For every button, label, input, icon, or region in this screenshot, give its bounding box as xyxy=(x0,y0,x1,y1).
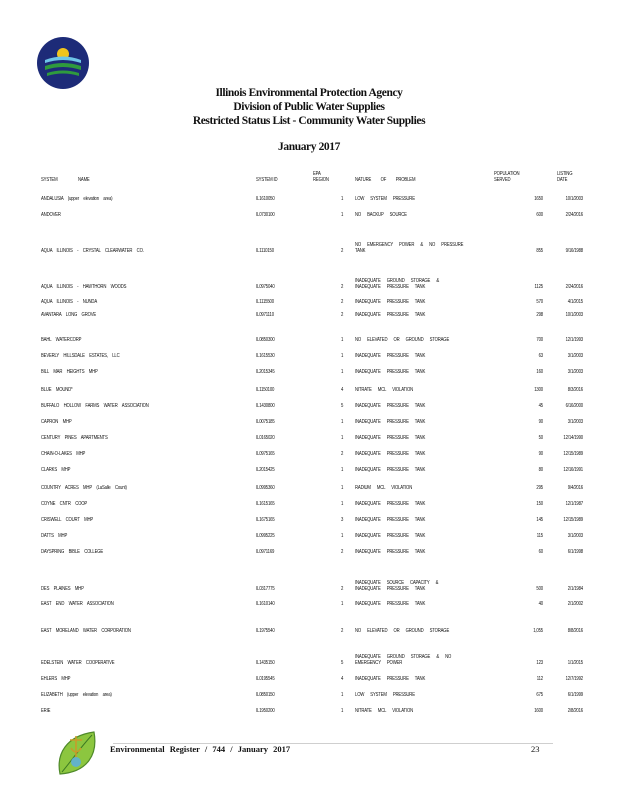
epa-region: 3 xyxy=(341,517,344,523)
table-row xyxy=(0,220,618,256)
page-number: 23 xyxy=(531,744,540,754)
population-served: 1300 xyxy=(534,387,543,393)
system-id: IL0850150 xyxy=(256,692,275,698)
listing-date: 3/1/2003 xyxy=(567,419,583,425)
listing-date: 12/14/1990 xyxy=(563,435,583,441)
listing-date: 9/16/1988 xyxy=(565,248,583,254)
epa-region: 1 xyxy=(341,708,344,714)
population-served: 160 xyxy=(536,369,543,375)
system-name: CHAIN-O-LAKES MHP xyxy=(41,451,86,457)
system-name: DAYSPRING BIBLE COLLEGE xyxy=(41,549,104,555)
system-id: IL1615530 xyxy=(256,353,275,359)
nature-of-problem: INADEQUATE PRESSURE TANK xyxy=(355,435,426,441)
listing-date: 12/15/1989 xyxy=(563,451,583,457)
system-name: CAPRON MHP xyxy=(41,419,72,425)
nature-of-problem: INADEQUATE GROUND STORAGE & NO EMERGENCY POWER xyxy=(355,654,452,666)
population-served: 60 xyxy=(538,549,543,555)
nature-of-problem: LOW SYSTEM PRESSURE xyxy=(355,692,415,698)
listing-date: 10/1/2003 xyxy=(565,312,583,318)
nature-of-problem: NO ELEVATED OR GROUND STORAGE xyxy=(355,628,450,634)
table-row xyxy=(0,256,618,292)
system-name: EAST MORELAND WATER CORPORATION xyxy=(41,628,131,634)
listing-date: 1/1/2015 xyxy=(567,660,583,666)
table-row xyxy=(0,204,618,220)
population-served: 145 xyxy=(536,517,543,523)
epa-region: 5 xyxy=(341,660,344,666)
epa-region: 1 xyxy=(341,692,344,698)
listing-date: 6/1/1998 xyxy=(567,549,583,555)
system-id: IL1675165 xyxy=(256,517,275,523)
table-row xyxy=(0,292,618,307)
col-header-population: POPULATION SERVED xyxy=(494,171,520,183)
nature-of-problem: INADEQUATE PRESSURE TANK xyxy=(355,403,426,409)
system-name: BUFFALO HOLLOW FARMS WATER ASSOCIATION xyxy=(41,403,149,409)
system-name: COUNTRY ACRES MHP (LaSalle Count) xyxy=(41,485,127,491)
nature-of-problem: INADEQUATE PRESSURE TANK xyxy=(355,299,426,305)
system-name: ERIE xyxy=(41,708,51,714)
population-served: 63 xyxy=(538,353,543,359)
epa-region: 1 xyxy=(341,212,344,218)
listing-date: 10/1/2003 xyxy=(565,196,583,202)
nature-of-problem: INADEQUATE PRESSURE TANK xyxy=(355,549,426,555)
system-name: AQUA ILLINOIS - HAWTHORN WOODS xyxy=(41,284,127,290)
epa-region: 1 xyxy=(341,196,344,202)
table-row xyxy=(0,475,618,493)
table-row xyxy=(0,377,618,395)
system-name: CRISWELL COURT MHP xyxy=(41,517,94,523)
epa-region: 1 xyxy=(341,337,344,343)
epa-region: 2 xyxy=(341,628,344,634)
system-id: IL1115500 xyxy=(256,299,274,305)
nature-of-problem: INADEQUATE PRESSURE TANK xyxy=(355,517,426,523)
listing-date: 6/16/2000 xyxy=(565,403,583,409)
table-row xyxy=(0,594,618,609)
epa-region: 1 xyxy=(341,353,344,359)
epa-region: 1 xyxy=(341,485,344,491)
system-id: IL0971169 xyxy=(256,549,275,555)
system-id: IL0195545 xyxy=(256,676,275,682)
nature-of-problem: INADEQUATE SOURCE CAPACITY & INADEQUATE PRESSURE TANK xyxy=(355,580,439,592)
listing-date: 12/1/1987 xyxy=(565,501,583,507)
listing-date: 3/1/2003 xyxy=(567,533,583,539)
listing-date: 4/1/2015 xyxy=(567,299,583,305)
system-name: AQUA ILLINOIS - CRYSTAL CLEARWATER CO. xyxy=(41,248,144,254)
table-row xyxy=(0,684,618,700)
system-id: IL1150100 xyxy=(256,387,275,393)
system-name: ANDOVER xyxy=(41,212,61,218)
epa-region: 2 xyxy=(341,312,344,318)
system-id: IL0075185 xyxy=(256,419,275,425)
epa-region: 1 xyxy=(341,419,344,425)
col-header-epa-region: EPA REGION xyxy=(313,171,329,183)
system-id: IL0975040 xyxy=(256,284,275,290)
system-id: IL0730100 xyxy=(256,212,275,218)
nature-of-problem: INADEQUATE PRESSURE TANK xyxy=(355,419,426,425)
system-name: BAHL WATERCORP xyxy=(41,337,82,343)
epa-region: 4 xyxy=(341,676,344,682)
report-date: January 2017 xyxy=(278,141,340,153)
epa-region: 5 xyxy=(341,403,344,409)
system-name: DES PLAINES MHP xyxy=(41,586,84,592)
table-row xyxy=(0,307,618,320)
table-row xyxy=(0,395,618,411)
system-name: EAST END WATER ASSOCIATION xyxy=(41,601,114,607)
population-served: 123 xyxy=(536,660,543,666)
population-served: 150 xyxy=(536,501,543,507)
system-id: IL1610140 xyxy=(256,601,275,607)
table-row xyxy=(0,700,618,716)
table-row xyxy=(0,427,618,443)
document-title-block xyxy=(0,86,618,128)
epa-region: 2 xyxy=(341,586,344,592)
system-id: IL1950200 xyxy=(256,708,275,714)
nature-of-problem: INADEQUATE GROUND STORAGE & INADEQUATE PRESSURE TANK xyxy=(355,278,440,290)
nature-of-problem: NO ELEVATED OR GROUND STORAGE xyxy=(355,337,450,343)
nature-of-problem: INADEQUATE PRESSURE TANK xyxy=(355,353,426,359)
system-id: IL2015345 xyxy=(256,369,275,375)
nature-of-problem: NITRATE MCL VIOLATION xyxy=(355,387,414,393)
population-served: 298 xyxy=(536,312,543,318)
listing-date: 12/1/1993 xyxy=(565,337,583,343)
listing-date: 3/1/2003 xyxy=(567,369,583,375)
nature-of-problem: INADEQUATE PRESSURE TANK xyxy=(355,533,426,539)
nature-of-problem: INADEQUATE PRESSURE TANK xyxy=(355,312,426,318)
population-served: 295 xyxy=(536,485,543,491)
listing-date: 2/1/1984 xyxy=(567,586,583,592)
system-id: IL0971110 xyxy=(256,312,274,318)
col-header-nature: NATURE OF PROBLEM xyxy=(355,177,416,183)
col-header-system-id: SYSTEM ID xyxy=(256,177,278,183)
population-served: 1600 xyxy=(534,708,543,714)
system-name: AVANTARA LONG GROVE xyxy=(41,312,97,318)
listing-date: 12/15/1989 xyxy=(563,517,583,523)
population-served: 700 xyxy=(536,337,543,343)
system-name: CENTURY PINES APARTMENTS xyxy=(41,435,108,441)
nature-of-problem: LOW SYSTEM PRESSURE xyxy=(355,196,415,202)
nature-of-problem: INADEQUATE PRESSURE TANK xyxy=(355,451,426,457)
table-row xyxy=(0,320,618,345)
table-row xyxy=(0,541,618,557)
system-name: EDELSTEIN WATER COOPERATIVE xyxy=(41,660,115,666)
table-row xyxy=(0,509,618,525)
epa-region: 1 xyxy=(341,369,344,375)
epa-region: 2 xyxy=(341,284,344,290)
epa-region: 1 xyxy=(341,601,344,607)
system-id: IL0975165 xyxy=(256,451,275,457)
system-id: IL1110150 xyxy=(256,248,274,254)
table-row xyxy=(0,191,618,204)
system-id: IL2015425 xyxy=(256,467,275,473)
epa-region: 1 xyxy=(341,435,344,441)
nature-of-problem: INADEQUATE PRESSURE TANK xyxy=(355,501,426,507)
listing-date: 2/1/2002 xyxy=(567,601,583,607)
system-id: IL0317775 xyxy=(256,586,275,592)
population-served: 1125 xyxy=(534,284,543,290)
system-id: IL1615165 xyxy=(256,501,275,507)
system-name: AQUA ILLINOIS - NUNDA xyxy=(41,299,97,305)
list-title: Restricted Status List - Community Water Supplies xyxy=(192,115,426,127)
nature-of-problem: NO EMERGENCY POWER & NO PRESSURE TANK xyxy=(355,242,464,254)
listing-date: 3/1/2003 xyxy=(567,353,583,359)
table-row xyxy=(0,345,618,361)
population-served: 50 xyxy=(538,435,543,441)
population-served: 80 xyxy=(538,467,543,473)
nature-of-problem: INADEQUATE PRESSURE TANK xyxy=(355,369,426,375)
population-served: 855 xyxy=(536,248,543,254)
epa-region: 2 xyxy=(341,299,344,305)
environmental-register-leaf-logo xyxy=(54,728,102,780)
epa-region: 1 xyxy=(341,533,344,539)
table-row xyxy=(0,557,618,594)
illinois-epa-logo xyxy=(37,37,89,89)
table-row xyxy=(0,636,618,668)
system-id: IL0850300 xyxy=(256,337,275,343)
population-served: 112 xyxy=(536,676,543,682)
population-served: 40 xyxy=(538,601,543,607)
system-id: IL0995225 xyxy=(256,533,275,539)
population-served: 90 xyxy=(538,451,543,457)
system-name: COYNE CNTR COOP xyxy=(41,501,88,507)
population-served: 570 xyxy=(536,299,543,305)
system-id: IL1435150 xyxy=(256,660,275,666)
listing-date: 8/8/2016 xyxy=(567,628,583,634)
table-row xyxy=(0,668,618,684)
nature-of-problem: INADEQUATE PRESSURE TANK xyxy=(355,676,426,682)
system-id: IL0165020 xyxy=(256,435,275,441)
population-served: 600 xyxy=(536,212,543,218)
nature-of-problem: NITRATE MCL VIOLATION xyxy=(355,708,414,714)
epa-region: 1 xyxy=(341,501,344,507)
system-name: ANDALUSIA (upper elevation area) xyxy=(41,196,113,202)
system-name: BEVERLY HILLSDALE ESTATES, LLC xyxy=(41,353,120,359)
system-name: CLARKS MHP xyxy=(41,467,71,473)
epa-region: 1 xyxy=(341,467,344,473)
table-row xyxy=(0,459,618,475)
listing-date: 2/24/2016 xyxy=(565,284,583,290)
system-id: IL1430800 xyxy=(256,403,275,409)
nature-of-problem: INADEQUATE PRESSURE TANK xyxy=(355,601,426,607)
agency-title: Illinois Environmental Protection Agency xyxy=(215,87,403,99)
epa-region: 2 xyxy=(341,549,344,555)
table-row xyxy=(0,525,618,541)
listing-date: 12/7/1992 xyxy=(565,676,583,682)
population-served: 500 xyxy=(536,586,543,592)
listing-date: 8/3/2016 xyxy=(567,387,583,393)
population-served: 1650 xyxy=(534,196,543,202)
nature-of-problem: INADEQUATE PRESSURE TANK xyxy=(355,467,426,473)
system-name: BLUE MOUND* xyxy=(41,387,73,393)
listing-date: 9/4/2016 xyxy=(567,485,583,491)
listing-date: 2/24/2016 xyxy=(565,212,583,218)
table-row xyxy=(0,411,618,427)
system-name: DATTS MHP xyxy=(41,533,68,539)
population-served: 45 xyxy=(538,403,543,409)
population-served: 675 xyxy=(536,692,543,698)
nature-of-problem: NO BACKUP SOURCE xyxy=(355,212,407,218)
table-row xyxy=(0,493,618,509)
system-name: ELIZABETH (upper elevation area) xyxy=(41,692,112,698)
division-title: Division of Public Water Supplies xyxy=(233,101,385,113)
table-row xyxy=(0,609,618,636)
listing-date: 6/1/1999 xyxy=(567,692,583,698)
listing-date: 12/16/1991 xyxy=(563,467,583,473)
population-served: 115 xyxy=(536,533,543,539)
system-name: EHLERS MHP xyxy=(41,676,71,682)
footer-publication: Environmental Register / 744 / January 2017 xyxy=(110,744,291,754)
system-name: BILL MAR HEIGHTS MHP xyxy=(41,369,98,375)
population-served: 1,055 xyxy=(533,628,543,634)
table-row xyxy=(0,361,618,377)
col-header-name: NAME xyxy=(78,177,90,183)
system-id: IL1610050 xyxy=(256,196,275,202)
system-id: IL1975540 xyxy=(256,628,275,634)
col-header-system: SYSTEM xyxy=(41,177,58,183)
epa-region: 2 xyxy=(341,248,344,254)
epa-region: 2 xyxy=(341,451,344,457)
population-served: 90 xyxy=(538,419,543,425)
listing-date: 2/8/2016 xyxy=(567,708,583,714)
system-id: IL0995360 xyxy=(256,485,275,491)
col-header-listing-date: LISTING DATE xyxy=(557,171,573,183)
restricted-status-table xyxy=(0,191,618,716)
nature-of-problem: RADIUM MCL VIOLATION xyxy=(355,485,413,491)
table-row xyxy=(0,443,618,459)
epa-region: 4 xyxy=(341,387,344,393)
